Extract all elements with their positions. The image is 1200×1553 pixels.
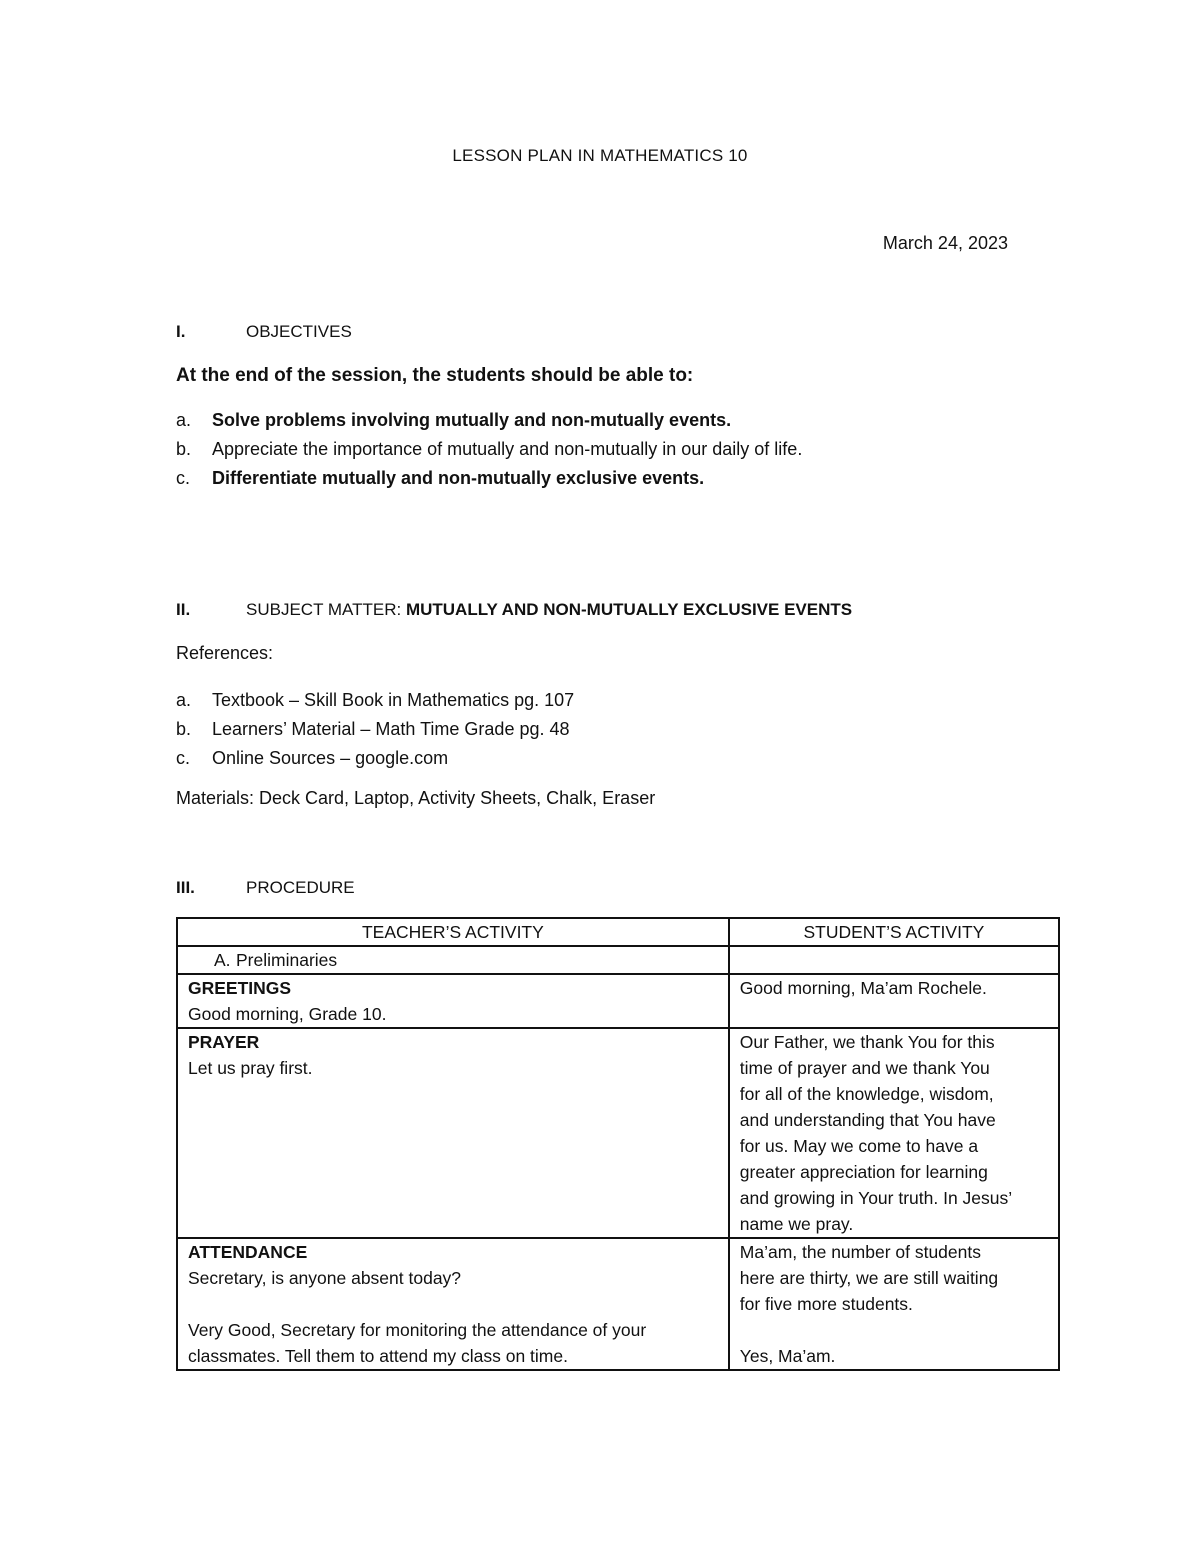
- spacer: [188, 1291, 718, 1317]
- subject-matter-topic: MUTUALLY AND NON-MUTUALLY EXCLUSIVE EVENTS: [405, 600, 853, 619]
- greetings-student-cell: [729, 974, 1059, 1028]
- objectives-title: OBJECTIVES: [246, 322, 352, 341]
- subject-matter-heading: [176, 600, 852, 620]
- list-marker: b.: [176, 439, 192, 459]
- section-letter: A.: [214, 950, 231, 970]
- subject-matter-label: SUBJECT MATTER:: [246, 600, 402, 619]
- objective-text: Appreciate the importance of mutually and non-mutually in our daily of life.: [212, 439, 803, 459]
- document-title: LESSON PLAN IN MATHEMATICS 10: [452, 146, 748, 165]
- prayer-line: and growing in Your truth. In Jesus’: [739, 1188, 1013, 1208]
- objectives-intro: At the end of the session, the students should be able to:: [176, 365, 694, 386]
- table-row: [177, 974, 1059, 1028]
- materials-line: Materials: Deck Card, Laptop, Activity Sheets, Chalk, Eraser: [176, 788, 656, 808]
- reference-text: Online Sources – google.com: [212, 748, 449, 768]
- subject-matter-number: II.: [176, 600, 191, 619]
- objectives-number: I.: [176, 322, 186, 341]
- table-row: [177, 1238, 1059, 1370]
- attendance-student-line: for five more students.: [739, 1294, 913, 1314]
- attendance-student-line: Ma’am, the number of students: [739, 1242, 981, 1262]
- attendance-teacher-line: Very Good, Secretary for monitoring the attendance of your: [188, 1320, 647, 1340]
- procedure-table: [176, 917, 1060, 1371]
- section-text: Preliminaries: [236, 950, 338, 970]
- prayer-line: greater appreciation for learning: [739, 1162, 988, 1182]
- prayer-line: time of prayer and we thank You: [739, 1058, 990, 1078]
- greetings-title: GREETINGS: [188, 978, 292, 998]
- reference-text: Learners’ Material – Math Time Grade pg. 48: [212, 719, 570, 739]
- section-empty-cell: [729, 946, 1059, 974]
- prayer-student-cell: [729, 1028, 1059, 1238]
- attendance-student-line: here are thirty, we are still waiting: [739, 1268, 999, 1288]
- prayer-title: PRAYER: [188, 1032, 260, 1052]
- list-item: [176, 686, 574, 715]
- prayer-line: and understanding that You have: [739, 1110, 996, 1130]
- document-date: March 24, 2023: [882, 233, 1008, 253]
- objectives-heading: [176, 322, 352, 342]
- teacher-activity-header: TEACHER’S ACTIVITY: [177, 918, 729, 946]
- procedure-title: PROCEDURE: [246, 878, 355, 897]
- list-item: [176, 464, 802, 493]
- references-label: References:: [176, 643, 274, 663]
- attendance-title: ATTENDANCE: [188, 1242, 308, 1262]
- attendance-teacher-line: classmates. Tell them to attend my class on time.: [188, 1346, 568, 1366]
- procedure-number: III.: [176, 878, 195, 897]
- student-activity-header: STUDENT’S ACTIVITY: [729, 918, 1059, 946]
- attendance-student-reply: Yes, Ma’am.: [739, 1346, 836, 1366]
- prayer-teacher-text: Let us pray first.: [188, 1058, 313, 1078]
- list-item: [176, 744, 574, 773]
- prayer-teacher-cell: [177, 1028, 729, 1238]
- prayer-line: Our Father, we thank You for this: [739, 1032, 995, 1052]
- references-list: [176, 686, 574, 773]
- objective-text: Differentiate mutually and non-mutually exclusive events.: [212, 468, 705, 488]
- list-marker: a.: [176, 410, 192, 430]
- list-item: [176, 715, 574, 744]
- greetings-student-text: Good morning, Ma’am Rochele.: [739, 978, 987, 998]
- list-marker: a.: [176, 690, 192, 710]
- section-label: [188, 947, 718, 973]
- prayer-line: name we pray.: [739, 1214, 854, 1234]
- table-header-row: [177, 918, 1059, 946]
- list-marker: b.: [176, 719, 192, 739]
- objectives-list: [176, 406, 802, 493]
- attendance-teacher-question: Secretary, is anyone absent today?: [188, 1268, 462, 1288]
- table-row: [177, 946, 1059, 974]
- list-marker: c.: [176, 468, 191, 488]
- greetings-teacher-text: Good morning, Grade 10.: [188, 1004, 387, 1024]
- objective-text: Solve problems involving mutually and non-mutually events.: [212, 410, 732, 430]
- section-cell: [177, 946, 729, 974]
- list-item: [176, 406, 802, 435]
- attendance-teacher-cell: [177, 1238, 729, 1370]
- list-item: [176, 435, 802, 464]
- reference-text: Textbook – Skill Book in Mathematics pg. 107: [212, 690, 575, 710]
- prayer-line: for us. May we come to have a: [739, 1136, 979, 1156]
- procedure-heading: [176, 878, 355, 898]
- list-marker: c.: [176, 748, 191, 768]
- table-row: [177, 1028, 1059, 1238]
- prayer-line: for all of the knowledge, wisdom,: [739, 1084, 994, 1104]
- spacer: [740, 1317, 1048, 1343]
- greetings-teacher-cell: [177, 974, 729, 1028]
- attendance-student-cell: [729, 1238, 1059, 1370]
